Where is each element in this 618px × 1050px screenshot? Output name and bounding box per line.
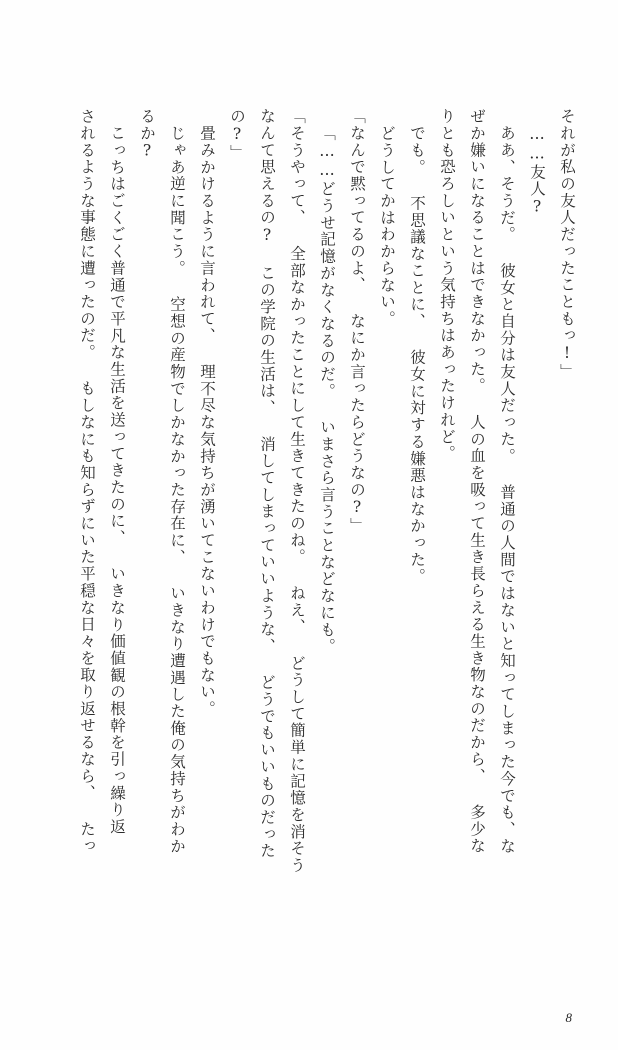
text-line: されるような事態に遭ったのだ。 もしなにも知らずにいた平穏な日々を取り返せるなら、 たっ [78,108,96,855]
text-line: の?」 [228,108,246,162]
text-line: ああ、そうだ。 彼女と自分は友人だった。 普通の人間ではないと知ってしまった今でも、な [498,125,516,855]
text-line: 畳みかけるように言われて、 理不尽な気持ちが湧いてこないわけでもない。 [198,125,216,718]
body-text [44,108,574,980]
text-line: 「……どうせ記憶がなくなるのだ。 いまさら言うことなどなにも。 [318,125,336,655]
text-line: ……友人? [528,125,546,217]
text-line: 「そうやって、 全部なかったことにして生きてきたのね。 ねえ、 どうして簡単に記憶を消そう [288,108,306,874]
text-line: りとも恐ろしいという気持ちはあったけれど。 [438,108,456,462]
text-line: それが私の友人だったこともっ!」 [558,108,576,381]
text-line: どうしてかはわからない。 [378,125,396,328]
page-number: 8 [565,1010,572,1025]
text-line: 「なんで黙ってるのよ、 なにか言ったらどうなの?」 [348,108,366,535]
text-line: るか? [138,108,156,162]
text-line: なんて思えるの? この学院の生活は、 消してしまっていいような、 どうでもいいものだった [258,108,276,860]
text-line: でも。 不思議なことに、 彼女に対する嫌悪はなかった。 [408,125,426,585]
text-line: ぜか嫌いになることはできなかった。 人の血を吸って生き長らえる生き物なのだから、 多少な [468,108,486,855]
text-line: こっちはごくごく普通で平凡な生活を送ってきたのに、 いきなり価値観の根幹を引っ繰り返 [108,125,126,836]
text-line: じゃあ逆に聞こう。 空想の産物でしかなかった存在に、 いきなり遭遇した俺の気持ちがわか [168,125,186,855]
